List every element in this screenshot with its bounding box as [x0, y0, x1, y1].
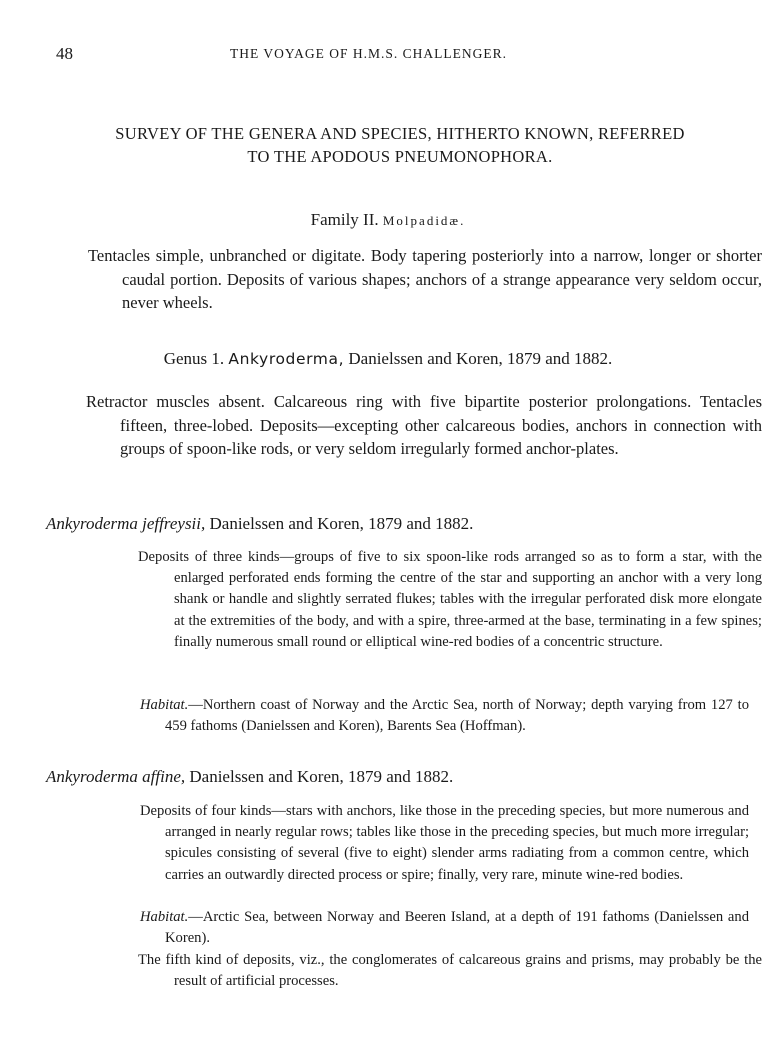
- habitat-text: —Northern coast of Norway and the Arctic Sea, north of Norway; depth varying from 127 to 459 fathoms (Danielssen and Koren), Barents Sea (Hoffman).: [165, 697, 749, 735]
- species-deposits: Deposits of three kinds—groups of five to six spoon-like rods arranged so as to form a star, with the enlarged perforated ends forming the centre of the star and supporting an anchor with a very long shank or handle and slightly serrated flukes; tables with the irregular perforated disk more elongate at the extremities of the body, and with a spire, three-armed at the base, terminating in a few spines; finally numerous small round or elliptical wine-red bodies of a concentric structure.: [138, 549, 762, 650]
- page-number: 48: [56, 44, 73, 63]
- genus-description: Retractor muscles absent. Calcareous ring with five bipartite posterior prolongations. Tentacles fifteen, three-lobed. Deposits—excepting other calcareous bodies, anchors in connection with groups of spoon-like rods, or very seldom irregularly formed anchor-plates.: [86, 392, 762, 458]
- survey-heading-line2: TO THE APODOUS PNEUMONOPHORA.: [247, 147, 553, 166]
- family-description: Tentacles simple, unbranched or digitate. Body tapering posteriorly into a narrow, longer or shorter caudal portion. Deposits of various shapes; anchors of a strange appearance very seldom occur, never wheels.: [88, 246, 762, 312]
- species-name: Ankyroderma affine,: [46, 767, 186, 786]
- family-heading: [0, 210, 776, 230]
- species-habitat: [140, 695, 749, 737]
- family-prefix: Family II.: [310, 210, 379, 229]
- genus-authority: Danielssen and Koren, 1879 and 1882.: [348, 349, 613, 368]
- species-authority: Danielssen and Koren, 1879 and 1882.: [189, 767, 454, 786]
- genus-prefix: Genus 1.: [163, 349, 225, 368]
- habitat-text: —Arctic Sea, between Norway and Beeren Island, at a depth of 191 fathoms (Danielssen and Koren).: [165, 909, 749, 947]
- genus-name: Ankyroderma,: [228, 350, 345, 368]
- survey-heading-line1: SURVEY OF THE GENERA AND SPECIES, HITHERTO KNOWN, REFERRED: [115, 124, 685, 143]
- species-note: The fifth kind of deposits, viz., the conglomerates of calcareous grains and prisms, may probably be the result of artificial processes.: [138, 952, 762, 990]
- species-habitat: [140, 907, 749, 949]
- species-authority: Danielssen and Koren, 1879 and 1882.: [209, 514, 474, 533]
- habitat-label: Habitat.: [140, 909, 189, 925]
- species-deposits: Deposits of four kinds—stars with anchors, like those in the preceding species, but more numerous and arranged in nearly regular rows; tables like those in the preceding species, but much more irregular; spicules consisting of several (five to eight) slender arms radiating from a common centre, which carries an outwardly directed process or spire; finally, very rare, minute wine-red bodies.: [140, 803, 749, 883]
- survey-heading: [40, 122, 760, 168]
- running-title: THE VOYAGE OF H.M.S. CHALLENGER.: [230, 46, 508, 61]
- habitat-label: Habitat.: [140, 697, 189, 713]
- species-heading: [46, 767, 453, 787]
- genus-heading: [0, 349, 776, 369]
- species-name: Ankyroderma jeffreysii,: [46, 514, 206, 533]
- species-heading: [46, 514, 473, 534]
- family-name: Molpadidæ.: [382, 213, 466, 228]
- running-head: [56, 44, 746, 68]
